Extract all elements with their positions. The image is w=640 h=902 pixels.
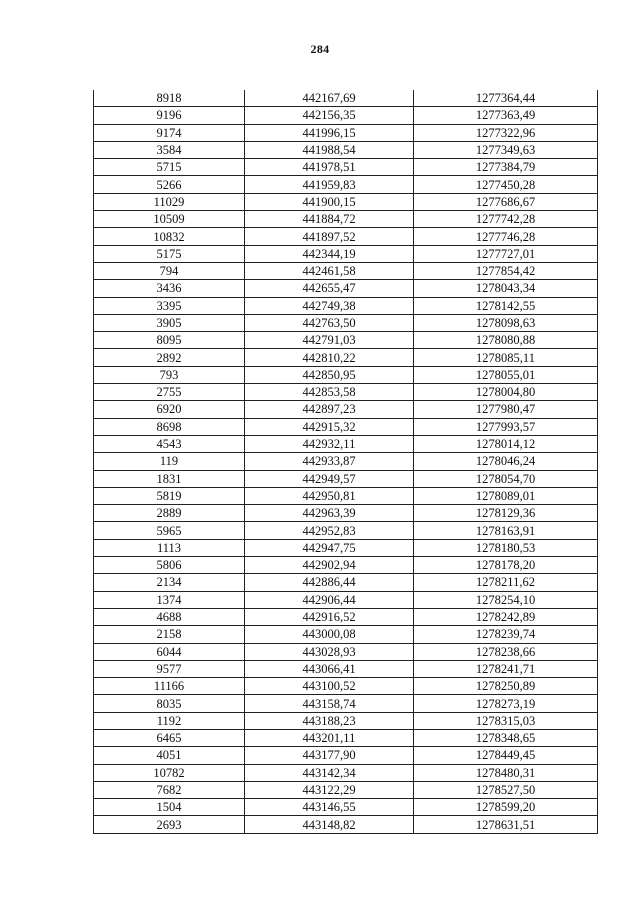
table-row	[94, 660, 598, 677]
point-number-cell: 2889	[94, 505, 245, 522]
y-coordinate-cell: 1278055,01	[414, 366, 598, 383]
y-coordinate-cell: 1278085,11	[414, 349, 598, 366]
x-coordinate-cell: 442810,22	[245, 349, 414, 366]
point-number-cell: 9577	[94, 660, 245, 677]
table-row	[94, 695, 598, 712]
table-body	[94, 90, 598, 833]
table-row	[94, 211, 598, 228]
x-coordinate-cell: 441978,51	[245, 159, 414, 176]
y-coordinate-cell: 1278163,91	[414, 522, 598, 539]
point-number-cell: 5819	[94, 487, 245, 504]
point-number-cell: 3584	[94, 141, 245, 158]
y-coordinate-cell: 1278129,36	[414, 505, 598, 522]
point-number-cell: 8095	[94, 332, 245, 349]
x-coordinate-cell: 441884,72	[245, 211, 414, 228]
table-row	[94, 245, 598, 262]
point-number-cell: 2892	[94, 349, 245, 366]
table-row	[94, 799, 598, 816]
y-coordinate-cell: 1278273,19	[414, 695, 598, 712]
table-row	[94, 781, 598, 798]
point-number-cell: 2158	[94, 626, 245, 643]
point-number-cell: 3436	[94, 280, 245, 297]
y-coordinate-cell: 1278004,80	[414, 384, 598, 401]
table-row	[94, 574, 598, 591]
x-coordinate-cell: 442949,57	[245, 470, 414, 487]
point-number-cell: 5715	[94, 159, 245, 176]
x-coordinate-cell: 443146,55	[245, 799, 414, 816]
y-coordinate-cell: 1277980,47	[414, 401, 598, 418]
table-row	[94, 262, 598, 279]
x-coordinate-cell: 442850,95	[245, 366, 414, 383]
point-number-cell: 7682	[94, 781, 245, 798]
table-row	[94, 384, 598, 401]
y-coordinate-cell: 1277322,96	[414, 124, 598, 141]
table-row	[94, 435, 598, 452]
x-coordinate-cell: 442932,11	[245, 435, 414, 452]
y-coordinate-cell: 1278080,88	[414, 332, 598, 349]
x-coordinate-cell: 442886,44	[245, 574, 414, 591]
table-row	[94, 470, 598, 487]
table-row	[94, 608, 598, 625]
table-row	[94, 712, 598, 729]
y-coordinate-cell: 1277727,01	[414, 245, 598, 262]
point-number-cell: 5266	[94, 176, 245, 193]
x-coordinate-cell: 441959,83	[245, 176, 414, 193]
table-row	[94, 332, 598, 349]
coordinates-table-container	[93, 90, 596, 834]
point-number-cell: 11166	[94, 678, 245, 695]
table-row	[94, 107, 598, 124]
page-number: 284	[310, 42, 330, 56]
point-number-cell: 5965	[94, 522, 245, 539]
table-row	[94, 193, 598, 210]
x-coordinate-cell: 442344,19	[245, 245, 414, 262]
point-number-cell: 9196	[94, 107, 245, 124]
x-coordinate-cell: 442749,38	[245, 297, 414, 314]
y-coordinate-cell: 1278054,70	[414, 470, 598, 487]
x-coordinate-cell: 442963,39	[245, 505, 414, 522]
y-coordinate-cell: 1277686,67	[414, 193, 598, 210]
y-coordinate-cell: 1277363,49	[414, 107, 598, 124]
y-coordinate-cell: 1278348,65	[414, 729, 598, 746]
y-coordinate-cell: 1278241,71	[414, 660, 598, 677]
y-coordinate-cell: 1278631,51	[414, 816, 598, 833]
x-coordinate-cell: 442461,58	[245, 262, 414, 279]
x-coordinate-cell: 442916,52	[245, 608, 414, 625]
y-coordinate-cell: 1277993,57	[414, 418, 598, 435]
x-coordinate-cell: 441988,54	[245, 141, 414, 158]
table-row	[94, 401, 598, 418]
table-row	[94, 176, 598, 193]
x-coordinate-cell: 442947,75	[245, 539, 414, 556]
table-row	[94, 297, 598, 314]
point-number-cell: 11029	[94, 193, 245, 210]
point-number-cell: 793	[94, 366, 245, 383]
table-row	[94, 228, 598, 245]
x-coordinate-cell: 442950,81	[245, 487, 414, 504]
x-coordinate-cell: 442906,44	[245, 591, 414, 608]
table-row	[94, 764, 598, 781]
table-row	[94, 366, 598, 383]
y-coordinate-cell: 1278098,63	[414, 314, 598, 331]
table-row	[94, 816, 598, 833]
point-number-cell: 6044	[94, 643, 245, 660]
table-row	[94, 539, 598, 556]
table-row	[94, 505, 598, 522]
point-number-cell: 4688	[94, 608, 245, 625]
y-coordinate-cell: 1278599,20	[414, 799, 598, 816]
x-coordinate-cell: 443188,23	[245, 712, 414, 729]
point-number-cell: 10509	[94, 211, 245, 228]
point-number-cell: 8918	[94, 90, 245, 107]
y-coordinate-cell: 1278238,66	[414, 643, 598, 660]
point-number-cell: 4543	[94, 435, 245, 452]
y-coordinate-cell: 1278254,10	[414, 591, 598, 608]
x-coordinate-cell: 443142,34	[245, 764, 414, 781]
y-coordinate-cell: 1277742,28	[414, 211, 598, 228]
point-number-cell: 1831	[94, 470, 245, 487]
x-coordinate-cell: 442853,58	[245, 384, 414, 401]
x-coordinate-cell: 442655,47	[245, 280, 414, 297]
table-row	[94, 159, 598, 176]
table-row	[94, 487, 598, 504]
table-row	[94, 453, 598, 470]
table-row	[94, 522, 598, 539]
point-number-cell: 6920	[94, 401, 245, 418]
y-coordinate-cell: 1278089,01	[414, 487, 598, 504]
table-row	[94, 678, 598, 695]
y-coordinate-cell: 1277349,63	[414, 141, 598, 158]
point-number-cell: 2693	[94, 816, 245, 833]
table-row	[94, 314, 598, 331]
table-row	[94, 141, 598, 158]
y-coordinate-cell: 1278527,50	[414, 781, 598, 798]
point-number-cell: 10832	[94, 228, 245, 245]
table-row	[94, 729, 598, 746]
x-coordinate-cell: 443122,29	[245, 781, 414, 798]
y-coordinate-cell: 1278043,34	[414, 280, 598, 297]
y-coordinate-cell: 1277364,44	[414, 90, 598, 107]
table-row	[94, 557, 598, 574]
y-coordinate-cell: 1278180,53	[414, 539, 598, 556]
x-coordinate-cell: 441897,52	[245, 228, 414, 245]
x-coordinate-cell: 442763,50	[245, 314, 414, 331]
point-number-cell: 4051	[94, 747, 245, 764]
x-coordinate-cell: 442915,32	[245, 418, 414, 435]
y-coordinate-cell: 1278142,55	[414, 297, 598, 314]
x-coordinate-cell: 442791,03	[245, 332, 414, 349]
x-coordinate-cell: 442897,23	[245, 401, 414, 418]
x-coordinate-cell: 443201,11	[245, 729, 414, 746]
table-row	[94, 643, 598, 660]
y-coordinate-cell: 1277854,42	[414, 262, 598, 279]
y-coordinate-cell: 1278315,03	[414, 712, 598, 729]
x-coordinate-cell: 442902,94	[245, 557, 414, 574]
x-coordinate-cell: 443177,90	[245, 747, 414, 764]
y-coordinate-cell: 1278250,89	[414, 678, 598, 695]
table-row	[94, 90, 598, 107]
x-coordinate-cell: 443028,93	[245, 643, 414, 660]
x-coordinate-cell: 443158,74	[245, 695, 414, 712]
table-row	[94, 280, 598, 297]
table-row	[94, 124, 598, 141]
point-number-cell: 2755	[94, 384, 245, 401]
y-coordinate-cell: 1278449,45	[414, 747, 598, 764]
x-coordinate-cell: 441996,15	[245, 124, 414, 141]
y-coordinate-cell: 1278178,20	[414, 557, 598, 574]
point-number-cell: 1374	[94, 591, 245, 608]
x-coordinate-cell: 443148,82	[245, 816, 414, 833]
x-coordinate-cell: 442933,87	[245, 453, 414, 470]
y-coordinate-cell: 1278211,62	[414, 574, 598, 591]
table-row	[94, 349, 598, 366]
point-number-cell: 3395	[94, 297, 245, 314]
y-coordinate-cell: 1278480,31	[414, 764, 598, 781]
point-number-cell: 9174	[94, 124, 245, 141]
x-coordinate-cell: 443100,52	[245, 678, 414, 695]
coordinates-table	[93, 90, 598, 834]
point-number-cell: 3905	[94, 314, 245, 331]
y-coordinate-cell: 1277746,28	[414, 228, 598, 245]
table-row	[94, 747, 598, 764]
point-number-cell: 8035	[94, 695, 245, 712]
table-row	[94, 626, 598, 643]
point-number-cell: 5806	[94, 557, 245, 574]
x-coordinate-cell: 441900,15	[245, 193, 414, 210]
point-number-cell: 5175	[94, 245, 245, 262]
y-coordinate-cell: 1278046,24	[414, 453, 598, 470]
point-number-cell: 1113	[94, 539, 245, 556]
point-number-cell: 1504	[94, 799, 245, 816]
point-number-cell: 1192	[94, 712, 245, 729]
y-coordinate-cell: 1277384,79	[414, 159, 598, 176]
x-coordinate-cell: 442167,69	[245, 90, 414, 107]
point-number-cell: 8698	[94, 418, 245, 435]
x-coordinate-cell: 443000,08	[245, 626, 414, 643]
y-coordinate-cell: 1277450,28	[414, 176, 598, 193]
point-number-cell: 119	[94, 453, 245, 470]
y-coordinate-cell: 1278014,12	[414, 435, 598, 452]
x-coordinate-cell: 442156,35	[245, 107, 414, 124]
table-row	[94, 418, 598, 435]
point-number-cell: 10782	[94, 764, 245, 781]
x-coordinate-cell: 442952,83	[245, 522, 414, 539]
table-row	[94, 591, 598, 608]
x-coordinate-cell: 443066,41	[245, 660, 414, 677]
point-number-cell: 2134	[94, 574, 245, 591]
point-number-cell: 6465	[94, 729, 245, 746]
point-number-cell: 794	[94, 262, 245, 279]
y-coordinate-cell: 1278239,74	[414, 626, 598, 643]
y-coordinate-cell: 1278242,89	[414, 608, 598, 625]
